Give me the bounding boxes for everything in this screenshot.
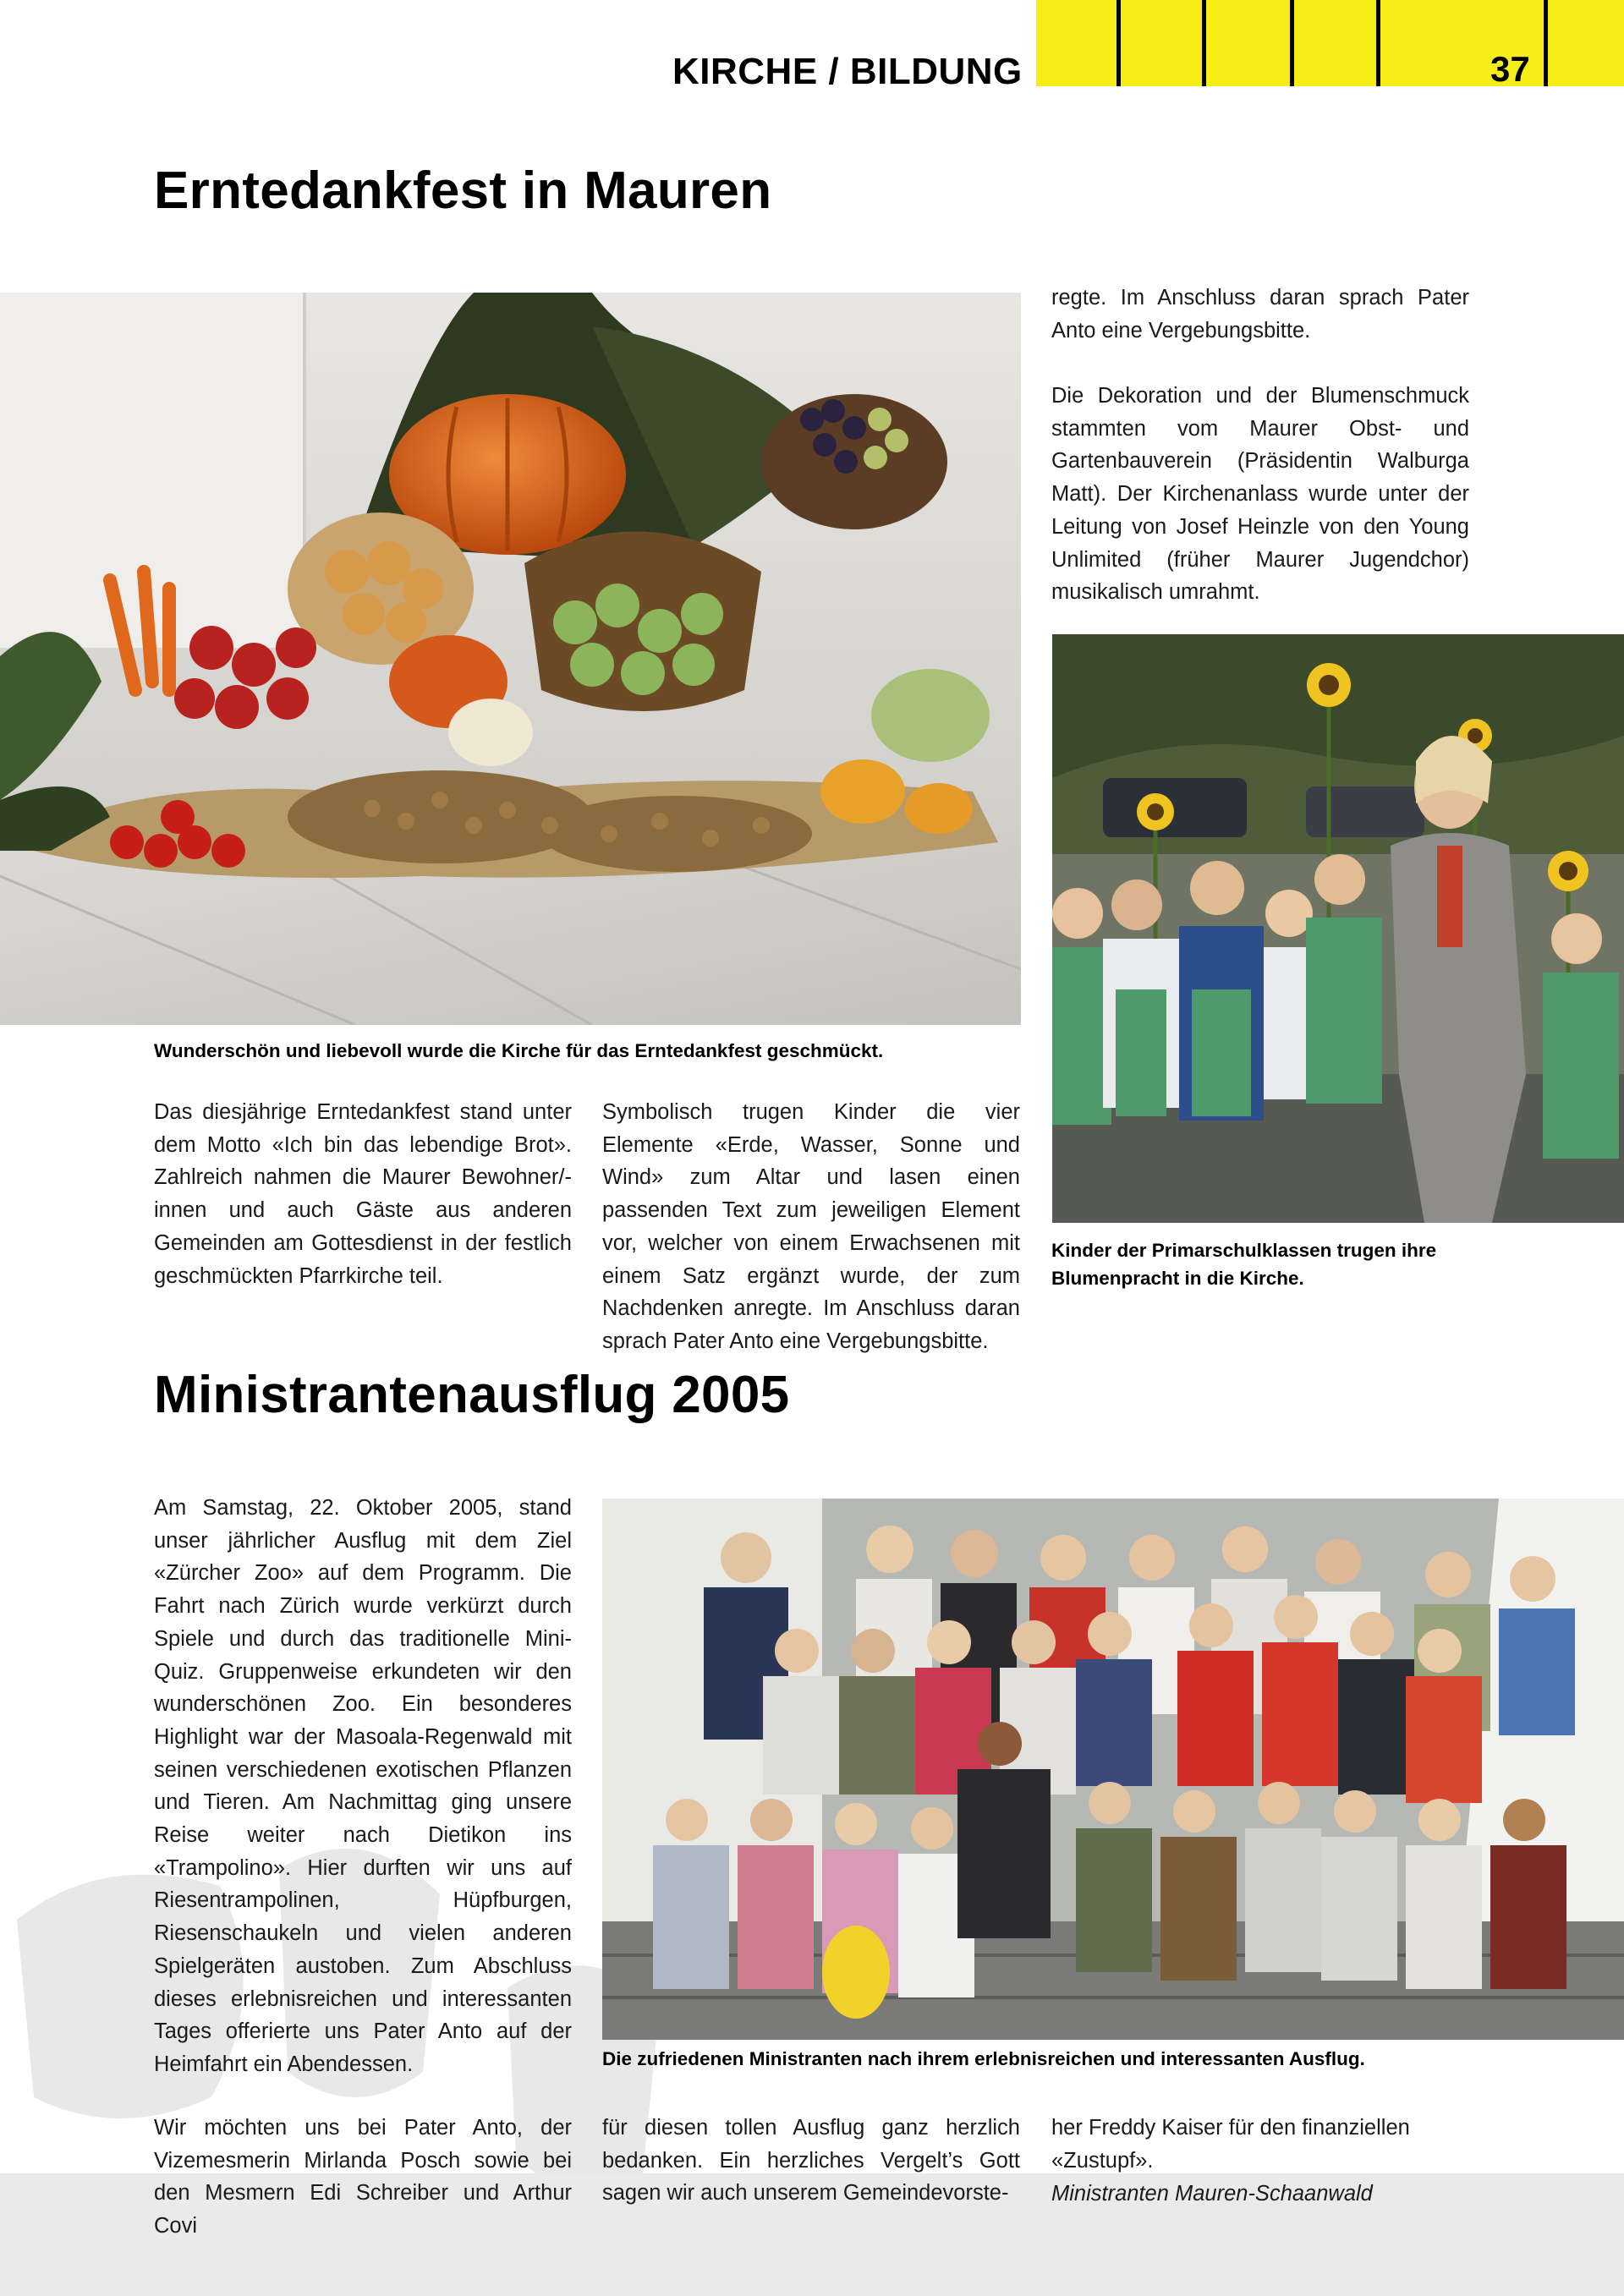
group-photo-caption: Die zufriedenen Ministranten nach ihrem erlebnisreichen und interessanten Ausflug. bbox=[602, 2048, 1365, 2069]
article2-bottom-col1: Wir möchten uns bei Pater Anto, der Vizemesmerin Mirlanda Posch sowie bei den Mesmern Edi Schreiber und Arthur Covi bbox=[154, 2116, 572, 2238]
article1-col3-p2: Die Dekoration und der Blumenschmuck stammten vom Maurer Obst- und Gartenbauverein (Präsidentin Walburga Matt). Der Kirchenanlass wurde unter der Leitung von Josef Heinzle von den Young Unlimited (früher Maurer Jugendchor) musikalisch umrahmt. bbox=[1051, 384, 1469, 605]
article-title-erntedankfest: Erntedankfest in Mauren bbox=[154, 162, 772, 220]
harvest-photo-caption: Wunderschön und liebevoll wurde die Kirche für das Erntedankfest geschmückt. bbox=[154, 1040, 884, 1061]
children-photo-caption: Kinder der Primarschulklassen trugen ihre Blumenpracht in die Kirche. bbox=[1051, 1240, 1437, 1289]
article2-signature: Ministranten Mauren-Schaanwald bbox=[1051, 2182, 1373, 2206]
page-number: 37 bbox=[1490, 49, 1530, 89]
article2-bottom-col3: her Freddy Kaiser für den finanziellen «Zustupf». bbox=[1051, 2116, 1410, 2173]
article2-col1-text: Am Samstag, 22. Oktober 2005, stand unser jährlicher Ausflug mit dem Ziel «Zürcher Zoo» auf dem Programm. Die Fahrt nach Zürich wurde verkürzt durch Spiele und durch das traditionelle Mini-Quiz. Gruppenweise erkundeten wir den wunderschönen Zoo. Ein besonderes Highlight war der Masoala-Regenwald mit seinen verschiedenen exotischen Pflanzen und Tieren. Am Nachmittag ging unsere Reise weiter nach Dietikon ins «Trampolino». Hier durften wir uns auf Riesentrampolinen, Hüpfburgen, Riesenschaukeln und vielen anderen Spielgeräten austoben. Zum Abschluss dieses erlebnisreichen und interessanten Tages offerierte uns Pater Anto auf der Heimfahrt ein Abendessen. bbox=[154, 1496, 572, 2076]
article1-col1-text: Das diesjährige Erntedankfest stand unter dem Motto «Ich bin das lebendige Brot». Zahlreich nahmen die Maurer Bewohner/-innen und auch Gäste aus anderen Gemeinden am Gottesdienst in der festlich geschmückten Pfarrkirche teil. bbox=[154, 1100, 572, 1288]
article1-col3-p1: regte. Im Anschluss daran sprach Pater Anto eine Vergebungsbitte. bbox=[1051, 286, 1469, 342]
article2-bottom-col2: für diesen tollen Ausflug ganz herzlich bedanken. Ein herzliches Vergelt’s Gott sagen wir auch unserem Gemeindevorste- bbox=[602, 2116, 1020, 2206]
article-title-ministrantenausflug: Ministrantenausflug 2005 bbox=[154, 1366, 790, 1424]
ministranten-group-photo bbox=[602, 1499, 1624, 2040]
article1-col2-text: Symbolisch trugen Kinder die vier Elemente «Erde, Wasser, Sonne und Wind» zum Altar und lasen einen passenden Text zum jeweiligen Element vor, welcher von einem Erwachsenen mit einem Satz ergänzt wurde, der zum Nachdenken anregte. Im Anschluss daran sprach Pater Anto eine Vergebungsbitte. bbox=[602, 1100, 1020, 1353]
children-sunflowers-photo bbox=[1052, 634, 1624, 1223]
section-title: KIRCHE / BILDUNG bbox=[672, 51, 1023, 92]
harvest-display-photo bbox=[0, 293, 1021, 1025]
